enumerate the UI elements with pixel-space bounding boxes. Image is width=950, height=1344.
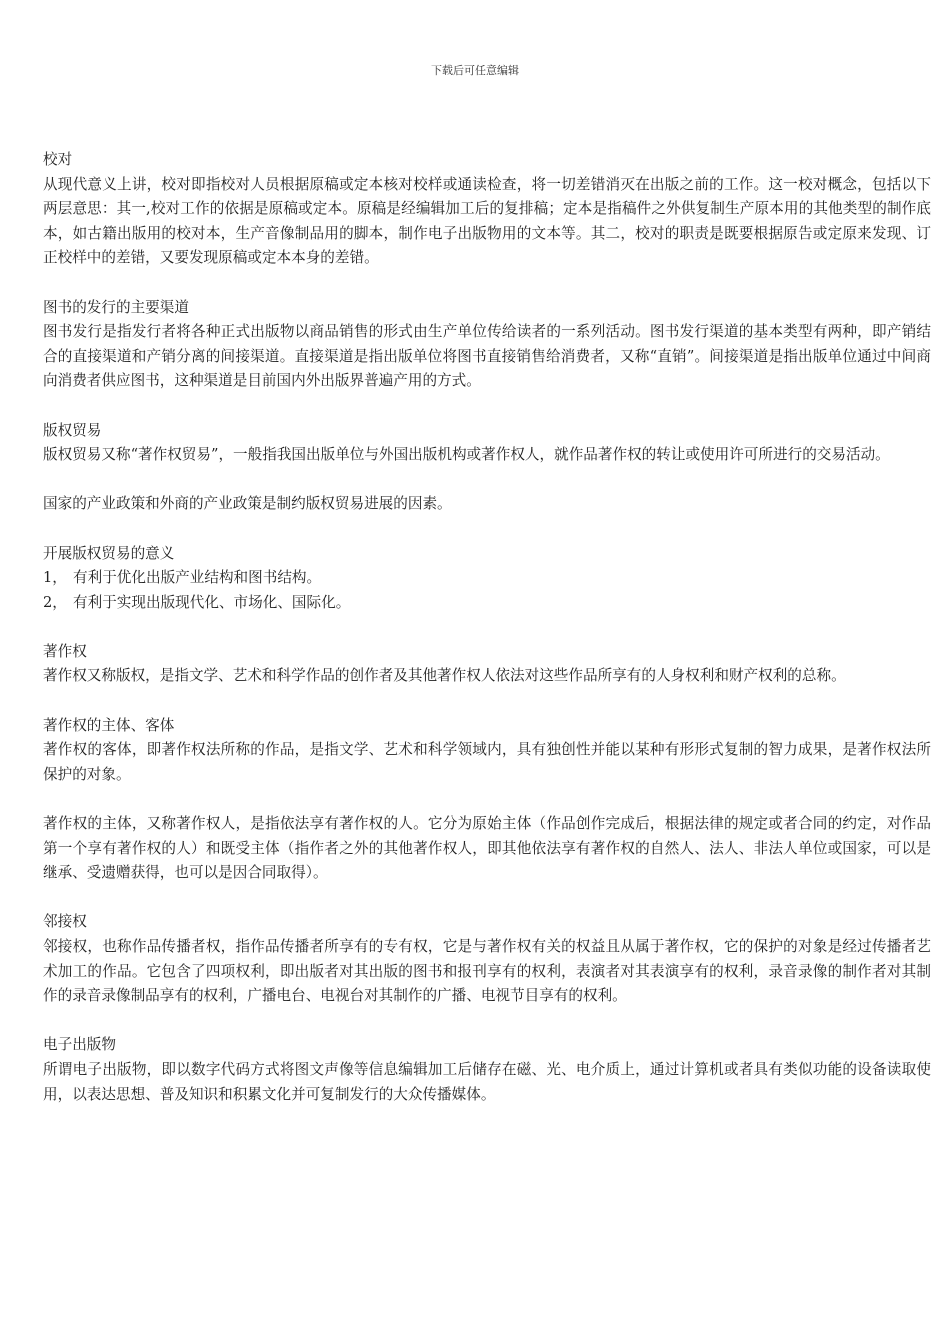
document-body — [43, 148, 931, 1132]
paragraph: 著作权又称版权，是指文学、艺术和科学作品的创作者及其他著作权人依法对这些作品所享有的人身权利和财产权利的总称。 — [43, 667, 846, 685]
section-copyright-subject-object — [43, 714, 931, 788]
section-copyright-trade-factors — [43, 492, 931, 517]
paragraph: 版权贸易又称“著作权贸易”，一般指我国出版单位与外国出版机构或著作权人，就作品著作权的转让或使用许可所进行的交易活动。 — [43, 446, 890, 464]
section-neighboring-rights — [43, 910, 931, 1008]
paragraph: 邻接权，也称作品传播者权，指作品传播者所享有的专有权，它是与著作权有关的权益且从属于著作权，它的保护的对象是经过传播者艺术加工的作品。它包含了四项权利，即出版者对其出版的图书和报刊享有的权利，表演者对其表演享有的权利，录音录像的制作者对其制作的录音录像制品享有的权利，广播电台、电视台对其制作的广播、电视节目享有的权利。 — [43, 938, 931, 1005]
section-title: 邻接权 — [43, 913, 87, 931]
section-title: 开展版权贸易的意义 — [43, 544, 175, 562]
list-item-text: 有利于实现出版现代化、市场化、国际化。 — [73, 593, 351, 611]
list-number: 1， — [43, 569, 67, 587]
section-copyright — [43, 640, 931, 689]
section-proofreading — [43, 148, 931, 271]
section-electronic-publications — [43, 1033, 931, 1107]
section-book-distribution-channels — [43, 296, 931, 394]
paragraph: 国家的产业政策和外商的产业政策是制约版权贸易进展的因素。 — [43, 495, 452, 513]
list-number: 2， — [43, 593, 67, 611]
list-item-text: 有利于优化出版产业结构和图书结构。 — [73, 569, 322, 587]
section-copyright-subject — [43, 812, 931, 886]
section-title: 著作权 — [43, 642, 87, 660]
paragraph: 图书发行是指发行者将各种正式出版物以商品销售的形式由生产单位传给读者的一系列活动。图书发行渠道的基本类型有两种，即产销结合的直接渠道和产销分离的间接渠道。直接渠道是指出版单位将图书直接销售给消费者，又称“直销”。间接渠道是指出版单位通过中间商向消费者供应图书，这种渠道是目前国内外出版界普遍产用的方式。 — [43, 323, 931, 390]
section-title: 校对 — [43, 151, 73, 168]
paragraph: 所谓电子出版物，即以数字代码方式将图文声像等信息编辑加工后储存在磁、光、电介质上，通过计算机或者具有类似功能的设备读取使用，以表达思想、普及知识和积累文化并可复制发行的大众传播媒体。 — [43, 1060, 931, 1103]
paragraph: 从现代意义上讲，校对即指校对人员根据原稿或定本核对校样或通读检查，将一切差错消灭在出版之前的工作。这一校对概念，包括以下两层意思：其一,校对工作的依据是原稿或定本。原稿是经编辑加工后的复排稿；定本是指稿件之外供复制生产原本用的其他类型的制作底本，如古籍出版用的校对本，生产音像制品用的脚本，制作电子出版物用的文本等。其二，校对的职责是既要根据原告或定原来发现、订正校样中的差错，又要发现原稿或定本本身的差错。 — [43, 175, 931, 267]
page-header: 下载后可任意编辑 — [431, 64, 519, 77]
section-title: 著作权的主体、客体 — [43, 716, 175, 734]
section-title: 图书的发行的主要渠道 — [43, 298, 189, 316]
section-copyright-trade — [43, 419, 931, 468]
section-title: 电子出版物 — [43, 1036, 116, 1054]
list-item — [43, 591, 931, 616]
paragraph: 著作权的客体，即著作权法所称的作品，是指文学、艺术和科学领域内，具有独创性并能以某种有形形式复制的智力成果，是著作权法所保护的对象。 — [43, 741, 931, 783]
paragraph: 著作权的主体，又称著作权人，是指依法享有著作权的人。它分为原始主体（作品创作完成后，根据法律的规定或者合同的约定，对作品第一个享有著作权的人）和既受主体（指作者之外的其他著作权人，即其他依法享有著作权的自然人、法人、非法人单位或国家，可以是继承、受遗赠获得，也可以是因合同取得）。 — [43, 815, 931, 882]
section-copyright-trade-significance — [43, 542, 931, 616]
section-title: 版权贸易 — [43, 421, 102, 439]
list-item — [43, 566, 931, 591]
